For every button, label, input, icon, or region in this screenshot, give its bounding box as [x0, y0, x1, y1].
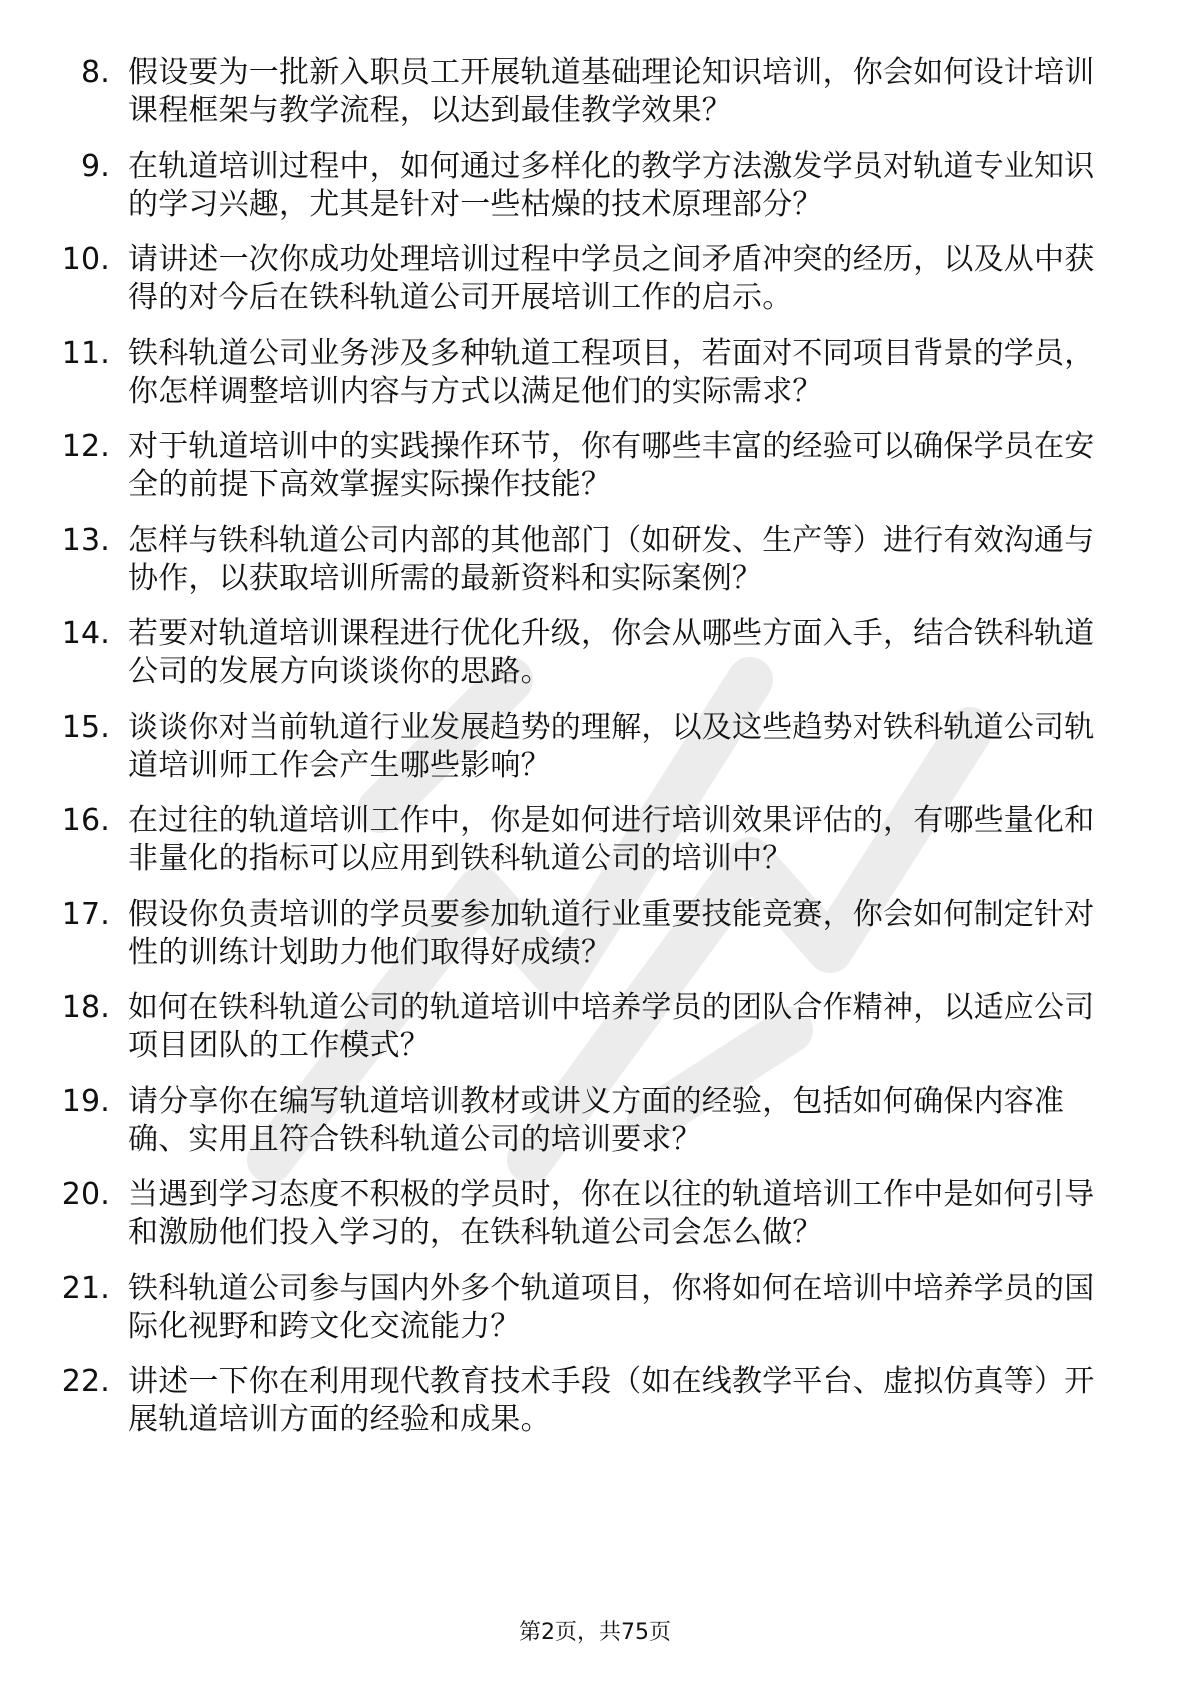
question-item [60, 522, 1120, 598]
question-number: 19. [61, 1083, 110, 1119]
question-item [60, 1363, 1120, 1439]
question-item [60, 1270, 1120, 1346]
question-item [60, 335, 1120, 411]
question-item [60, 615, 1120, 691]
question-text: 假设你负责培训的学员要参加轨道行业重要技能竞赛，你会如何制定针对性的训练计划助力他们取得好成绩？ [128, 896, 1095, 970]
question-number: 20. [61, 1177, 110, 1212]
question-item [60, 428, 1120, 504]
question-number: 14. [61, 616, 110, 651]
question-text: 在轨道培训过程中，如何通过多样化的教学方法激发学员对轨道专业知识的学习兴趣，尤其是针对一些枯燥的技术原理部分？ [128, 148, 1095, 222]
question-number: 21. [61, 1270, 110, 1306]
question-number: 10. [61, 242, 110, 277]
question-item [60, 148, 1120, 224]
question-text: 对于轨道培训中的实践操作环节，你有哪些丰富的经验可以确保学员在安全的前提下高效掌握实际操作技能？ [128, 429, 1095, 502]
question-text: 在过往的轨道培训工作中，你是如何进行培训效果评估的，有哪些量化和非量化的指标可以应用到铁科轨道公司的培训中？ [128, 803, 1095, 876]
question-number: 22. [61, 1364, 110, 1399]
question-text: 铁科轨道公司参与国内外多个轨道项目，你将如何在培训中培养学员的国际化视野和跨文化交流能力？ [128, 1270, 1095, 1344]
question-number: 17. [61, 896, 110, 932]
question-text: 假设要为一批新入职员工开展轨道基础理论知识培训，你会如何设计培训课程框架与教学流程，以达到最佳教学效果？ [128, 55, 1095, 128]
question-item [60, 241, 1120, 317]
question-text: 如何在铁科轨道公司的轨道培训中培养学员的团队合作精神，以适应公司项目团队的工作模式？ [128, 990, 1095, 1063]
question-number: 18. [61, 990, 110, 1025]
question-text: 请讲述一次你成功处理培训过程中学员之间矛盾冲突的经历，以及从中获得的对今后在铁科轨道公司开展培训工作的启示。 [128, 242, 1095, 315]
question-text: 请分享你在编写轨道培训教材或讲义方面的经验，包括如何确保内容准确、实用且符合铁科轨道公司的培训要求？ [128, 1083, 1065, 1157]
question-text: 若要对轨道培训课程进行优化升级，你会从哪些方面入手，结合铁科轨道公司的发展方向谈谈你的思路。 [128, 616, 1095, 689]
question-number: 9. [80, 148, 110, 184]
question-item [60, 896, 1120, 972]
page-number-footer: 第2页，共75页 [519, 1620, 671, 1645]
question-number: 16. [61, 803, 110, 838]
question-item [60, 1176, 1120, 1252]
question-text: 铁科轨道公司业务涉及多种轨道工程项目，若面对不同项目背景的学员，你怎样调整培训内容与方式以满足他们的实际需求？ [128, 335, 1095, 409]
question-item [60, 989, 1120, 1065]
question-number: 11. [61, 335, 110, 371]
question-text: 谈谈你对当前轨道行业发展趋势的理解，以及这些趋势对铁科轨道公司轨道培训师工作会产生哪些影响？ [128, 709, 1095, 783]
question-item [60, 54, 1120, 130]
question-number: 15. [61, 709, 110, 745]
question-text: 怎样与铁科轨道公司内部的其他部门（如研发、生产等）进行有效沟通与协作，以获取培训所需的最新资料和实际案例？ [128, 522, 1095, 596]
question-number: 8. [80, 55, 110, 90]
question-number: 13. [61, 522, 110, 558]
question-item [60, 1083, 1120, 1159]
question-item [60, 709, 1120, 785]
question-list [60, 54, 1120, 1457]
question-text: 讲述一下你在利用现代教育技术手段（如在线教学平台、虚拟仿真等）开展轨道培训方面的经验和成果。 [128, 1364, 1095, 1437]
question-number: 12. [61, 429, 110, 464]
question-item [60, 802, 1120, 878]
question-text: 当遇到学习态度不积极的学员时，你在以往的轨道培训工作中是如何引导和激励他们投入学习的，在铁科轨道公司会怎么做？ [128, 1177, 1095, 1250]
